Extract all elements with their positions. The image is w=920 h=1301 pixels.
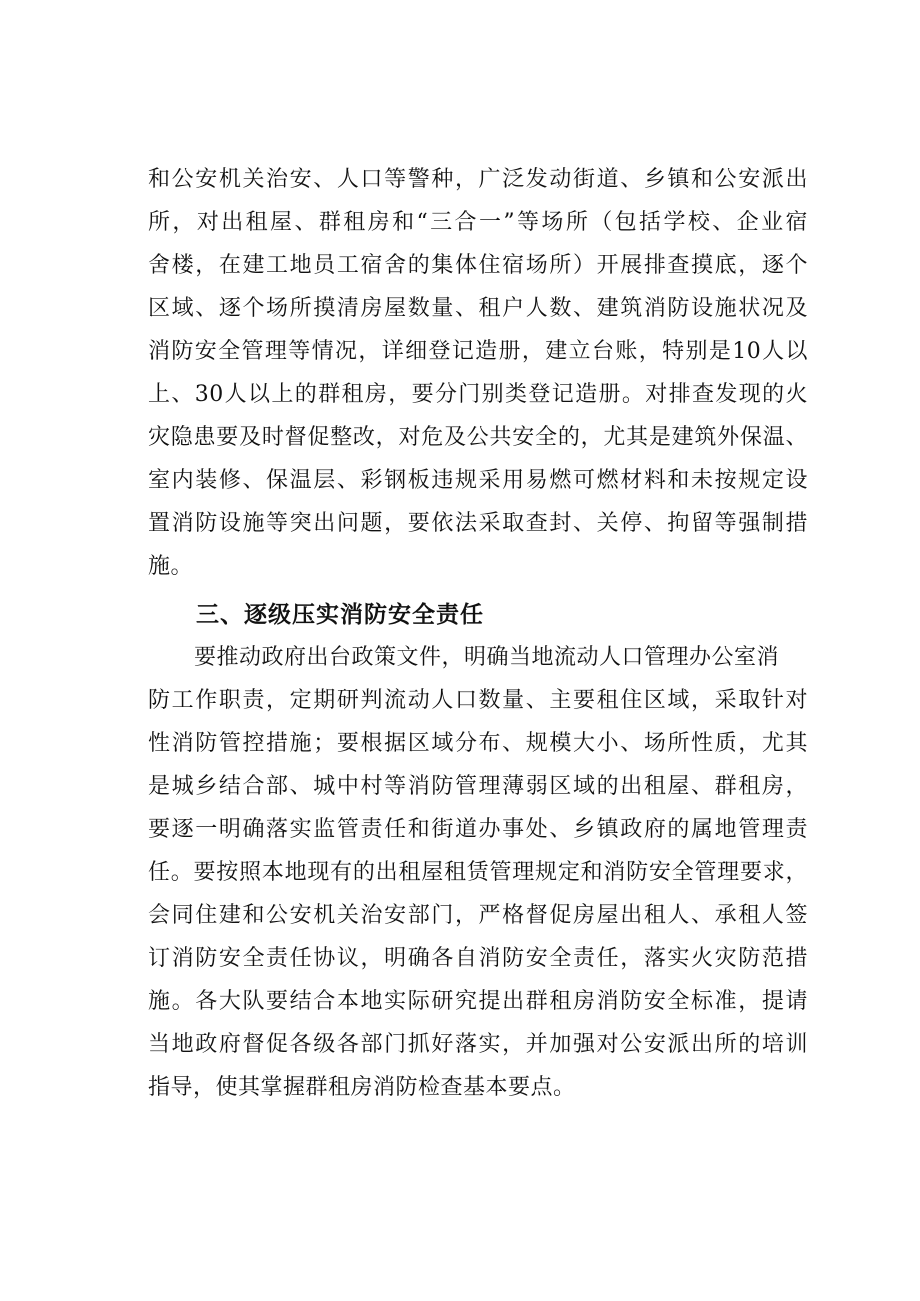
paragraph-2-line: 任。要按照本地现有的出租屋租赁管理规定和消防安全管理要求，	[148, 860, 808, 885]
paragraph-2-line: 防工作职责，定期研判流动人口数量、主要租住区域，采取针对	[148, 688, 808, 713]
paragraph-2-line: 施。各大队要结合本地实际研究提出群租房消防安全标准，提请	[148, 989, 808, 1014]
paragraph-2-line: 指导，使其掌握群租房消防检查基本要点。	[148, 1075, 576, 1100]
paragraph-1-line: 室内装修、保温层、彩钢板违规采用易燃可燃材料和未按规定设	[148, 468, 808, 493]
paragraph-2-line: 当地政府督促各级各部门抓好落实，并加强对公安派出所的培训	[148, 1032, 808, 1057]
paragraph-1-line: 所，对出租屋、群租房和“三合一”等场所（包括学校、企业宿	[148, 210, 808, 235]
paragraph-1-line: 舍楼，在建工地员工宿舍的集体住宿场所）开展排查摸底，逐个	[148, 253, 808, 278]
paragraph-1-line: 灾隐患要及时督促整改，对危及公共安全的，尤其是建筑外保温、	[148, 425, 808, 450]
paragraph-2-line: 要逐一明确落实监管责任和街道办事处、乡镇政府的属地管理责	[148, 817, 808, 842]
paragraph-1-line: 区域、逐个场所摸清房屋数量、租户人数、建筑消防设施状况及	[148, 296, 808, 321]
paragraph-1-line: 消防安全管理等情况，详细登记造册，建立台账，特别是10人以	[148, 339, 808, 364]
paragraph-1-line: 置消防设施等突出问题，要依法采取查封、关停、拘留等强制措	[148, 511, 808, 536]
paragraph-2-line: 会同住建和公安机关治安部门，严格督促房屋出租人、承租人签	[148, 903, 808, 928]
section-heading: 三、逐级压实消防安全责任	[196, 602, 484, 628]
paragraph-1-line: 施。	[148, 554, 194, 579]
paragraph-2	[148, 636, 808, 1109]
paragraph-1	[148, 158, 808, 588]
paragraph-1-line: 上、30人以上的群租房，要分门别类登记造册。对排查发现的火	[148, 382, 808, 407]
paragraph-2-line: 性消防管控措施；要根据区域分布、规模大小、场所性质，尤其	[148, 731, 808, 756]
paragraph-2-line: 订消防安全责任协议，明确各自消防安全责任，落实火灾防范措	[148, 946, 808, 971]
paragraph-1-line: 和公安机关治安、人口等警种，广泛发动街道、乡镇和公安派出	[148, 167, 808, 192]
paragraph-2-line: 要推动政府出台政策文件，明确当地流动人口管理办公室消	[194, 645, 780, 670]
paragraph-2-line: 是城乡结合部、城中村等消防管理薄弱区域的出租屋、群租房，	[148, 774, 808, 799]
